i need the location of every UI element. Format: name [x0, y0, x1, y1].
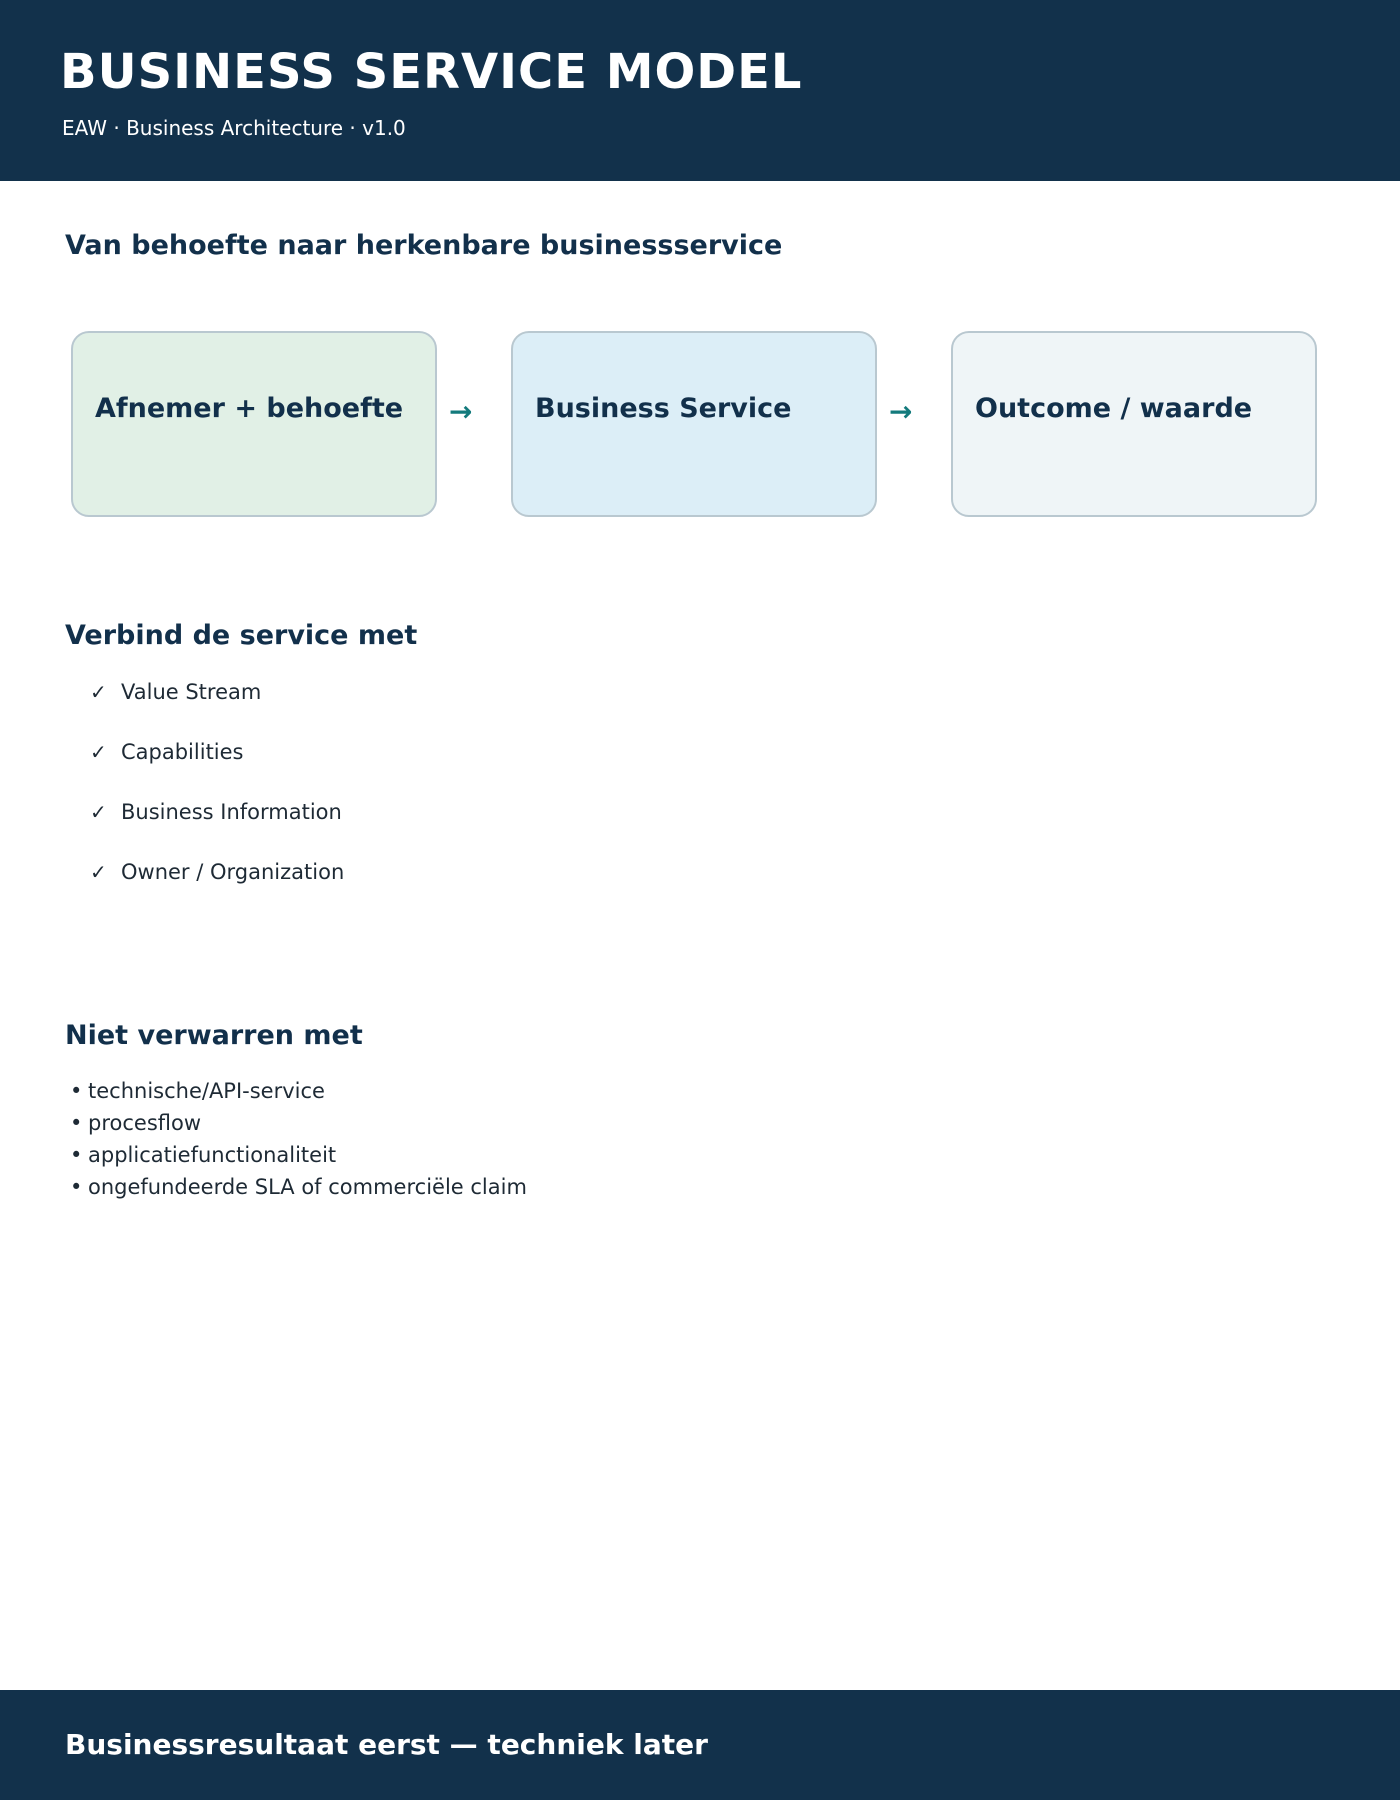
check-icon: ✓ [90, 740, 107, 764]
list-item [70, 1111, 527, 1143]
list-item-label: technische/API-service [88, 1079, 325, 1103]
list-item-label: applicatiefunctionaliteit [88, 1143, 337, 1167]
flow-step-label: Afnemer + behoefte [95, 393, 404, 424]
flow-step-business-service [511, 331, 877, 517]
list-item-label: ongefundeerde SLA of commerciële claim [88, 1175, 527, 1199]
list-item-label: procesflow [88, 1111, 202, 1135]
list-item [90, 680, 344, 740]
list-item [90, 800, 344, 860]
check-icon: ✓ [90, 680, 107, 704]
flow-arrow-icon: → [889, 395, 913, 428]
flow-step-label: Outcome / waarde [975, 393, 1253, 424]
bullet-icon: • [70, 1079, 83, 1103]
list-item-label: Capabilities [121, 740, 244, 764]
avoid-section-title: Niet verwarren met [65, 1020, 363, 1051]
page-header [0, 0, 1400, 181]
flow-step-label: Business Service [535, 393, 792, 424]
flow-arrow-icon: → [449, 395, 473, 428]
avoid-list [70, 1079, 527, 1207]
flow-step-afnemer [71, 331, 437, 517]
flow-step-outcome [951, 331, 1317, 517]
list-item [90, 860, 344, 920]
list-item [70, 1079, 527, 1111]
list-item-label: Business Information [121, 800, 342, 824]
bullet-icon: • [70, 1143, 83, 1167]
flow-section-title: Van behoefte naar herkenbare businessservice [65, 230, 783, 261]
list-item [70, 1143, 527, 1175]
list-item-label: Owner / Organization [121, 860, 345, 884]
list-item [70, 1175, 527, 1207]
bullet-icon: • [70, 1111, 83, 1135]
list-item [90, 740, 344, 800]
page-subtitle: EAW · Business Architecture · v1.0 [62, 116, 406, 140]
page-title: BUSINESS SERVICE MODEL [60, 44, 803, 100]
bullet-icon: • [70, 1175, 83, 1199]
footer-tagline: Businessresultaat eerst — techniek later [65, 1728, 708, 1761]
connect-list [90, 680, 344, 920]
check-icon: ✓ [90, 860, 107, 884]
connect-section-title: Verbind de service met [65, 620, 418, 651]
check-icon: ✓ [90, 800, 107, 824]
list-item-label: Value Stream [121, 680, 262, 704]
page-footer [0, 1690, 1400, 1800]
